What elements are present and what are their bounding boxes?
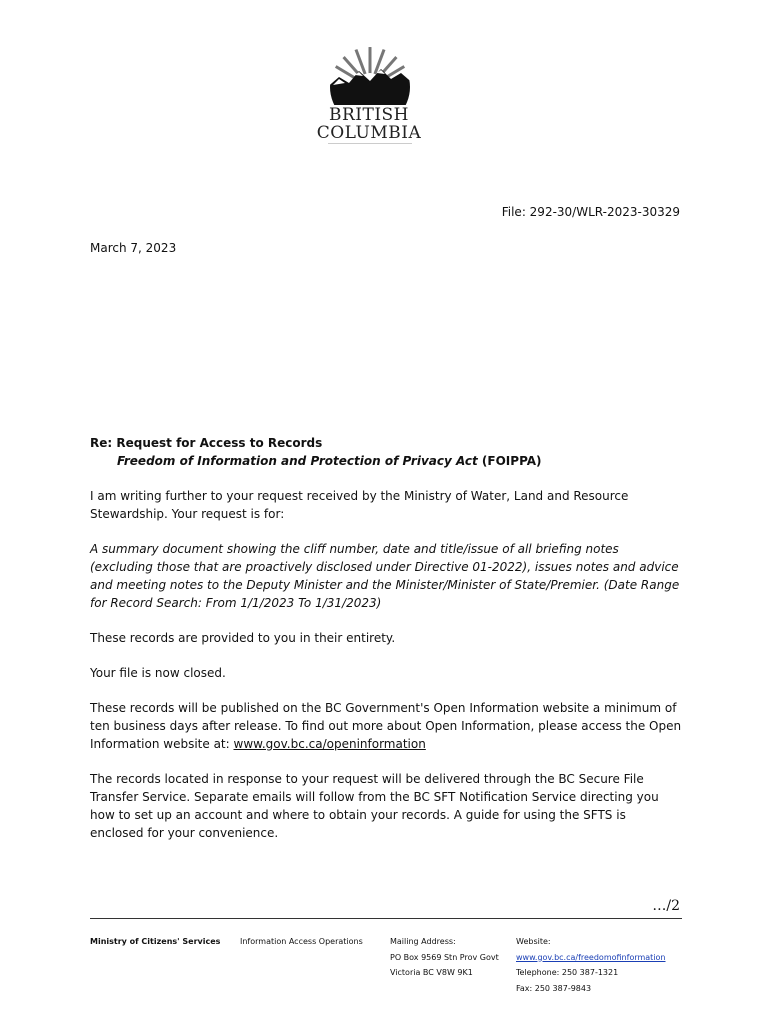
mailing-line-2: Victoria BC V8W 9K1 (390, 968, 473, 977)
letter-body (90, 434, 682, 842)
website-label: Website: (516, 937, 551, 946)
open-information-link[interactable]: www.gov.bc.ca/openinformation (233, 737, 426, 751)
entirety-paragraph: These records are provided to you in their entirety. (90, 631, 396, 645)
delivery-paragraph: The records located in response to your request will be delivered through the BC Secure File Transfer Service. Separate emails will follow from the BC SFT Notification Service directing you how to set up an account and where to obtain your records. A guide for using the SFTS is enclosed for your convenience. (90, 772, 659, 840)
telephone: Telephone: 250 387-1321 (516, 968, 619, 977)
footer-mailing-address (390, 934, 499, 981)
letter-date: March 7, 2023 (90, 241, 177, 255)
mailing-line-1: PO Box 9569 Stn Prov Govt (390, 952, 499, 962)
page-continuation-marker: …/2 (652, 898, 680, 914)
logo-text-british: BRITISH (328, 105, 410, 125)
act-name: Freedom of Information and Protection of Privacy Act (117, 454, 478, 468)
website-link[interactable]: www.gov.bc.ca/freedomofinformation (516, 952, 666, 962)
request-summary: A summary document showing the cliff number, date and title/issue of all briefing notes (excluding those that are proactively disclosed under Directive 01-2022), issues notes and advice and meeting notes to the Deputy Minister and the Minister/Minister of State/Premier. (Date Range for Record Search: From 1/1/2023 To 1/31/2023) (90, 542, 680, 610)
footer-ministry: Ministry of Citizens' Services (90, 937, 221, 946)
subject-line: Re: Request for Access to Records (90, 436, 323, 450)
bc-logo (300, 45, 440, 150)
open-information-paragraph (90, 699, 682, 753)
intro-paragraph: I am writing further to your request received by the Ministry of Water, Land and Resource Stewardship. Your request is for: (90, 489, 629, 521)
footer-divider (90, 918, 682, 919)
logo-text-columbia: COLUMBIA (316, 123, 422, 143)
footer-contact (516, 934, 666, 996)
sun-mountain-emblem-icon (325, 45, 415, 105)
closed-paragraph: Your file is now closed. (90, 666, 226, 680)
mailing-label: Mailing Address: (390, 937, 456, 946)
subject-act (90, 452, 682, 470)
act-abbrev: (FOIPPA) (477, 454, 542, 468)
file-reference: File: 292-30/WLR-2023-30329 (501, 205, 680, 219)
fax: Fax: 250 387-9843 (516, 983, 592, 993)
footer-office: Information Access Operations (240, 937, 363, 946)
logo-divider (328, 143, 412, 144)
open-information-text: These records will be published on the BC Government's Open Information website a minimum of ten business days after release. To find out more about Open Information, please access the Open Information website at: (90, 701, 682, 751)
